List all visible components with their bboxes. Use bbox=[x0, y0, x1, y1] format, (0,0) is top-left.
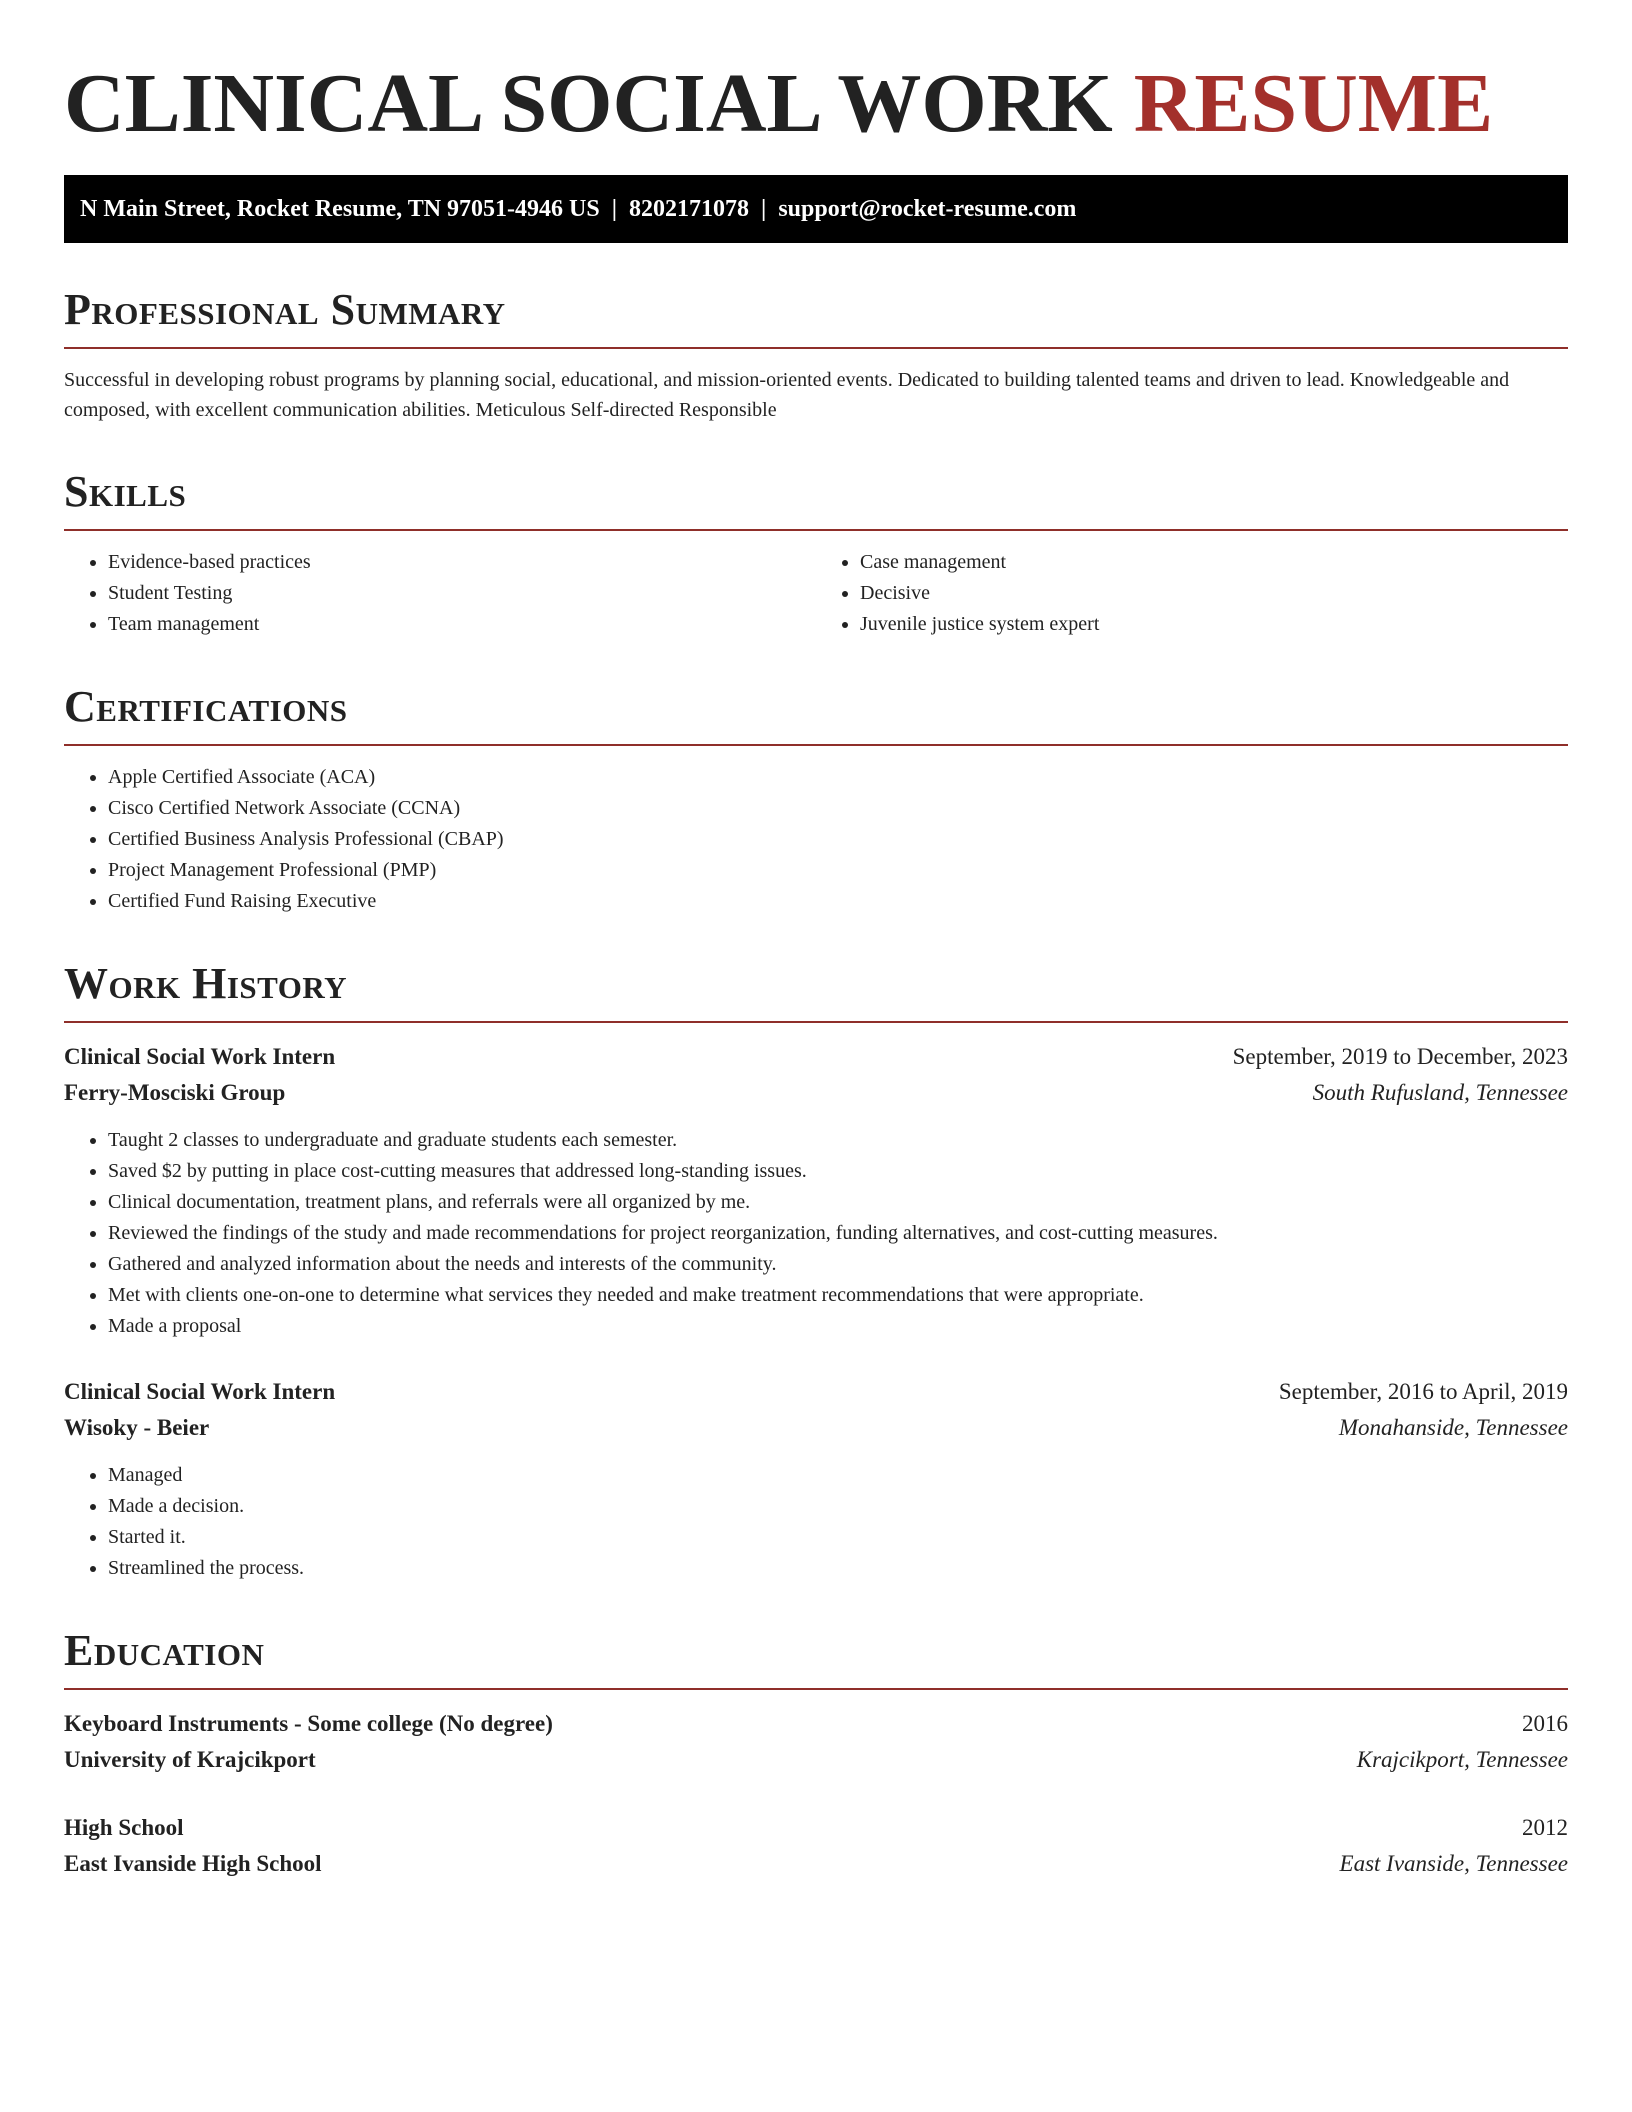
title-accent: RESUME bbox=[1133, 57, 1494, 150]
section-divider bbox=[64, 529, 1568, 531]
certification-item: • Certified Fund Raising Executive bbox=[108, 886, 1568, 917]
job-company: Ferry-Mosciski Group bbox=[64, 1080, 286, 1105]
job-title: Clinical Social Work Intern bbox=[64, 1044, 336, 1069]
section-divider bbox=[64, 347, 1568, 349]
summary-section bbox=[64, 285, 1568, 425]
job-company: Wisoky - Beier bbox=[64, 1415, 210, 1440]
skill-item: • Student Testing bbox=[108, 578, 816, 609]
certification-item: • Cisco Certified Network Associate (CCNA) bbox=[108, 793, 1568, 824]
skills-list-left bbox=[64, 547, 816, 640]
education-school-row bbox=[64, 1846, 1568, 1882]
job-entry bbox=[64, 1039, 1568, 1342]
summary-heading: Professional Summary bbox=[64, 285, 506, 334]
contact-separator: | bbox=[761, 196, 767, 222]
job-duty-item: • Clinical documentation, treatment plans, and referrals were all organized by me. bbox=[108, 1187, 1568, 1218]
job-dates: September, 2019 to December, 2023 bbox=[1232, 1044, 1568, 1069]
education-degree: High School bbox=[64, 1815, 184, 1840]
education-entry bbox=[64, 1706, 1568, 1778]
job-company-row bbox=[64, 1075, 1568, 1111]
education-heading: Education bbox=[64, 1626, 265, 1675]
skill-item: • Case management bbox=[860, 547, 1568, 578]
education-location: Krajcikport, Tennessee bbox=[1356, 1747, 1568, 1772]
contact-address: N Main Street, Rocket Resume, TN 97051-4946 US bbox=[80, 196, 600, 222]
job-duty-item: • Made a decision. bbox=[108, 1491, 1568, 1522]
section-divider bbox=[64, 1688, 1568, 1690]
education-location: East Ivanside, Tennessee bbox=[1339, 1851, 1568, 1876]
job-duty-item: • Gathered and analyzed information about the needs and interests of the community. bbox=[108, 1249, 1568, 1280]
education-degree: Keyboard Instruments - Some college (No degree) bbox=[64, 1711, 553, 1736]
work-history-section bbox=[64, 959, 1568, 1584]
education-school: East Ivanside High School bbox=[64, 1851, 322, 1876]
skill-item: • Decisive bbox=[860, 578, 1568, 609]
job-duty-item: • Started it. bbox=[108, 1522, 1568, 1553]
job-duty-item: • Streamlined the process. bbox=[108, 1553, 1568, 1584]
title-main: CLINICAL SOCIAL WORK bbox=[64, 57, 1113, 150]
job-duty-item: • Reviewed the findings of the study and made recommendations for project reorganization, funding alternatives, and cost-cutting measures. bbox=[108, 1218, 1568, 1249]
section-divider bbox=[64, 744, 1568, 746]
job-duty-item: • Saved $2 by putting in place cost-cutting measures that addressed long-standing issues. bbox=[108, 1156, 1568, 1187]
skill-item: • Team management bbox=[108, 609, 816, 640]
certification-item: • Project Management Professional (PMP) bbox=[108, 855, 1568, 886]
skills-list-right bbox=[816, 547, 1568, 640]
certification-item: • Certified Business Analysis Professional (CBAP) bbox=[108, 824, 1568, 855]
education-entry bbox=[64, 1810, 1568, 1882]
contact-bar bbox=[64, 175, 1568, 243]
job-title-row bbox=[64, 1039, 1568, 1075]
education-year: 2012 bbox=[1522, 1815, 1568, 1840]
education-school-row bbox=[64, 1742, 1568, 1778]
skill-item: • Evidence-based practices bbox=[108, 547, 816, 578]
certifications-section bbox=[64, 682, 1568, 917]
skill-item: • Juvenile justice system expert bbox=[860, 609, 1568, 640]
job-duties-list bbox=[64, 1125, 1568, 1342]
job-title: Clinical Social Work Intern bbox=[64, 1379, 336, 1404]
job-duty-item: • Made a proposal bbox=[108, 1311, 1568, 1342]
education-degree-row bbox=[64, 1810, 1568, 1846]
job-entry bbox=[64, 1374, 1568, 1584]
education-degree-row bbox=[64, 1706, 1568, 1742]
skills-grid bbox=[64, 547, 1568, 640]
skills-section bbox=[64, 467, 1568, 640]
job-duty-item: • Taught 2 classes to undergraduate and graduate students each semester. bbox=[108, 1125, 1568, 1156]
job-duty-item: • Met with clients one-on-one to determine what services they needed and make treatment recommendations that were appropriate. bbox=[108, 1280, 1568, 1311]
job-title-row bbox=[64, 1374, 1568, 1410]
job-location: Monahanside, Tennessee bbox=[1338, 1415, 1568, 1440]
contact-phone: 8202171078 bbox=[629, 196, 750, 222]
resume-title bbox=[64, 0, 1568, 150]
job-duties-list bbox=[64, 1460, 1568, 1584]
education-section bbox=[64, 1626, 1568, 1882]
job-location: South Rufusland, Tennessee bbox=[1312, 1080, 1568, 1105]
certification-item: • Apple Certified Associate (ACA) bbox=[108, 762, 1568, 793]
contact-separator: | bbox=[611, 196, 618, 222]
certifications-heading: Certifications bbox=[64, 682, 348, 731]
work-history-heading: Work History bbox=[64, 959, 348, 1008]
contact-email: support@rocket-resume.com bbox=[778, 196, 1077, 222]
summary-text: Successful in developing robust programs by planning social, educational, and mission-oriented events. Dedicated to building talented teams and driven to lead. Knowledgeable and composed, with excellent communication abilities. Meticulous Self-directed Responsible bbox=[64, 369, 1510, 421]
certifications-list bbox=[64, 762, 1568, 917]
section-divider bbox=[64, 1021, 1568, 1023]
education-year: 2016 bbox=[1522, 1711, 1568, 1736]
skills-heading: Skills bbox=[64, 467, 187, 516]
job-company-row bbox=[64, 1410, 1568, 1446]
job-duty-item: • Managed bbox=[108, 1460, 1568, 1491]
education-school: University of Krajcikport bbox=[64, 1747, 316, 1772]
job-dates: September, 2016 to April, 2019 bbox=[1278, 1379, 1568, 1404]
